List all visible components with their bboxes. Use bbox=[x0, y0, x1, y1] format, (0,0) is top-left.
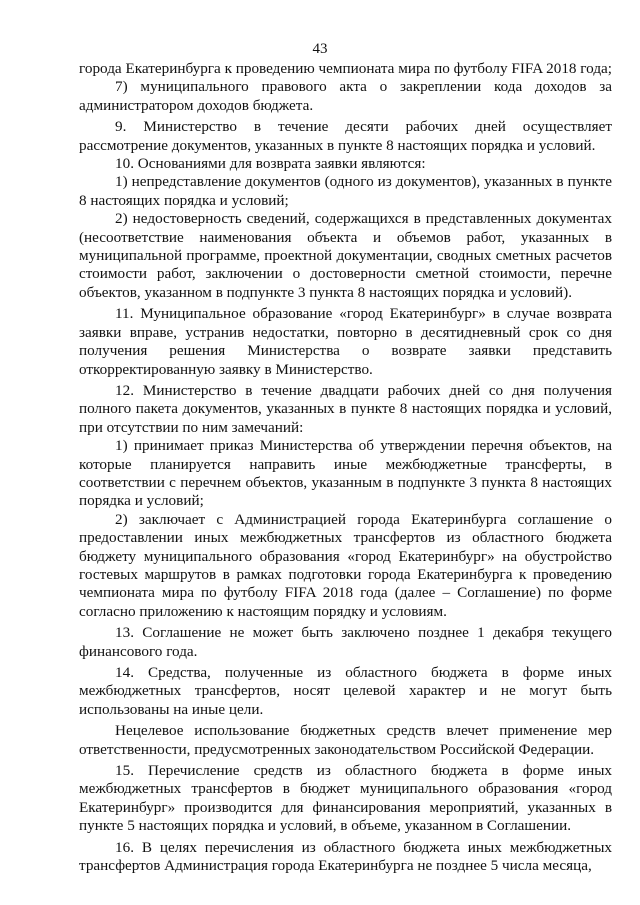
paragraph-clause-14: 14. Средства, полученные из областного бюджета в форме иных межбюджетных трансфертов, носят целевой характер и не могут быть использованы на иные цели. bbox=[79, 664, 612, 718]
paragraph-misuse-note: Нецелевое использование бюджетных средств влечет применение мер ответственности, предусмотренных законодательством Российской Федерации. bbox=[79, 722, 612, 758]
paragraph-clause-10-item-2: 2) недостоверность сведений, содержащихся в представленных документах (несоответствие наименования объекта и объемов работ, указанных в муниципальной программе, проектной документации, сводных сметных расчетов стоимости работ, заключении о достоверности сметной стоимости, перечне объектов, указанном в подпункте 3 пункта 8 настоящих порядка и условий). bbox=[79, 210, 612, 301]
paragraph-clause-13: 13. Соглашение не может быть заключено позднее 1 декабря текущего финансового года. bbox=[79, 624, 612, 660]
paragraph-clause-12: 12. Министерство в течение двадцати рабочих дней со дня получения полного пакета документов, указанных в пункте 8 настоящих порядка и условий, при отсутствии по ним замечаний: bbox=[79, 381, 612, 436]
paragraph-continuation: города Екатеринбурга к проведению чемпионата мира по футболу FIFA 2018 года; bbox=[79, 60, 613, 77]
paragraph-clause-16: 16. В целях перечисления из областного бюджета иных межбюджетных трансфертов Администрация города Екатеринбурга не позднее 5 числа месяца, bbox=[79, 838, 612, 875]
page-number: 43 bbox=[312, 41, 328, 57]
paragraph-clause-12-item-2: 2) заключает с Администрацией города Екатеринбурга соглашение о предоставлении иных межбюджетных трансфертов из областного бюджета бюджету муниципального образования «город Екатеринбург» на обустройство гостевых маршрутов в рамках подготовки города Екатеринбурга к проведению чемпионата мира по футболу FIFA 2018 года (далее – Соглашение) по форме согласно приложению к настоящим порядку и условиям. bbox=[79, 510, 612, 620]
paragraph-clause-12-item-1: 1) принимает приказ Министерства об утверждении перечня объектов, на которые планируется направить иные межбюджетные трансферты, в соответствии с перечнем объектов, указанным в подпункте 3 пункта 8 настоящих порядка и условий; bbox=[79, 437, 612, 510]
paragraph-clause-9: 9. Министерство в течение десяти рабочих дней осуществляет рассмотрение документов, указанных в пункте 8 настоящих порядка и условий. bbox=[79, 118, 612, 154]
paragraph-clause-10: 10. Основаниями для возврата заявки являются: bbox=[115, 155, 426, 173]
document-body bbox=[79, 60, 612, 875]
paragraph-clause-15: 15. Перечисление средств из областного бюджета в форме иных межбюджетных трансфертов в бюджет муниципального образования «город Екатеринбург» производится для финансирования мероприятий, указанных в пункте 5 настоящих порядка и условий, в объеме, указанном в Соглашении. bbox=[79, 762, 612, 835]
paragraph-clause-11: 11. Муниципальное образование «город Екатеринбург» в случае возврата заявки вправе, устранив недостатки, повторно в десятидневный срок со дня получения решения Министерства о возврате заявки представить откорректированную заявку в Министерство. bbox=[79, 305, 612, 378]
paragraph-clause-10-item-1: 1) непредставление документов (одного из документов), указанных в пункте 8 настоящих порядка и условий; bbox=[79, 173, 612, 209]
paragraph-item-7: 7) муниципального правового акта о закреплении кода доходов за администратором доходов бюджета. bbox=[79, 78, 612, 114]
